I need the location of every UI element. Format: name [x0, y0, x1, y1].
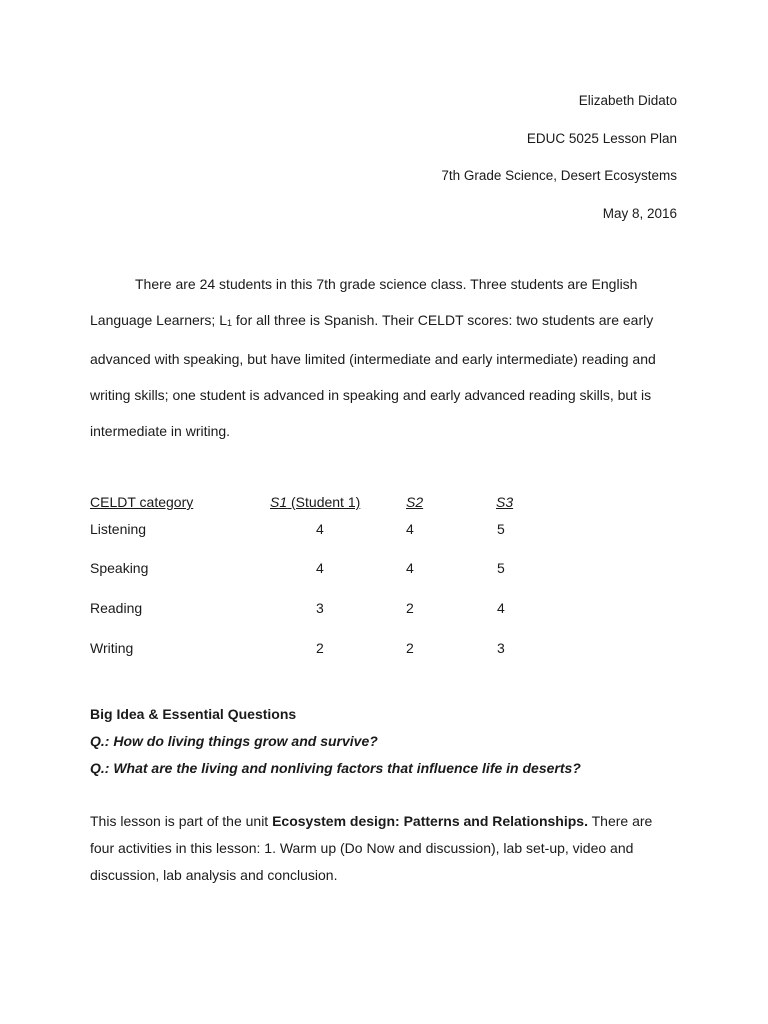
row-s1: 2: [316, 640, 324, 656]
row-s3: 4: [497, 600, 505, 616]
row-category: Listening: [90, 521, 147, 537]
header-category: CELDT category: [90, 494, 194, 510]
header-s1: [270, 494, 360, 510]
lesson-date: May 8, 2016: [602, 206, 677, 221]
row-s2: 4: [406, 560, 414, 576]
header-s1-note: (Student 1): [287, 494, 361, 510]
header-s1-label: S1: [270, 494, 288, 510]
row-category: Writing: [90, 640, 134, 656]
row-s3: 3: [497, 640, 505, 656]
row-s2: 2: [406, 640, 414, 656]
lesson-subject: 7th Grade Science, Desert Ecosystems: [441, 168, 677, 183]
unit-name: Ecosystem design: Patterns and Relationships.: [272, 813, 588, 829]
unit-text-after: There are four activities in this lesson: 1. Warm up (Do Now and discussion), lab set-up, video and discussion, lab analysis and conclusion.: [90, 813, 653, 883]
essential-question-2: Q.: What are the living and nonliving factors that influence life in deserts?: [90, 760, 581, 776]
intro-subscript: 1: [227, 318, 233, 328]
intro-text-part2: for all three is Spanish. Their CELDT scores: two students are early advanced with speaking, but have limited (intermediate and early intermediate) reading and writing skills; one student is advanced in speaking and early advanced reading skills, but is intermediate in writing.: [90, 312, 656, 439]
header-s3: S3: [496, 494, 514, 510]
row-category: Reading: [90, 600, 143, 616]
row-s2: 2: [406, 600, 414, 616]
author-name: Elizabeth Didato: [578, 93, 677, 108]
essential-question-1: Q.: How do living things grow and survive?: [90, 733, 378, 749]
unit-text-before: This lesson is part of the unit: [90, 813, 273, 829]
course-title: EDUC 5025 Lesson Plan: [526, 131, 677, 146]
unit-paragraph: [90, 808, 680, 889]
row-s2: 4: [406, 521, 414, 537]
row-category: Speaking: [90, 560, 149, 576]
big-idea-heading: Big Idea & Essential Questions: [90, 706, 297, 722]
intro-paragraph: [90, 266, 690, 449]
row-s1: 4: [316, 560, 324, 576]
row-s3: 5: [497, 560, 505, 576]
header-s2: S2: [406, 494, 424, 510]
row-s1: 4: [316, 521, 324, 537]
row-s3: 5: [497, 521, 505, 537]
row-s1: 3: [316, 600, 324, 616]
intro-text-part1: There are 24 students in this 7th grade science class. Three students are English Language Learners; L: [90, 276, 638, 328]
